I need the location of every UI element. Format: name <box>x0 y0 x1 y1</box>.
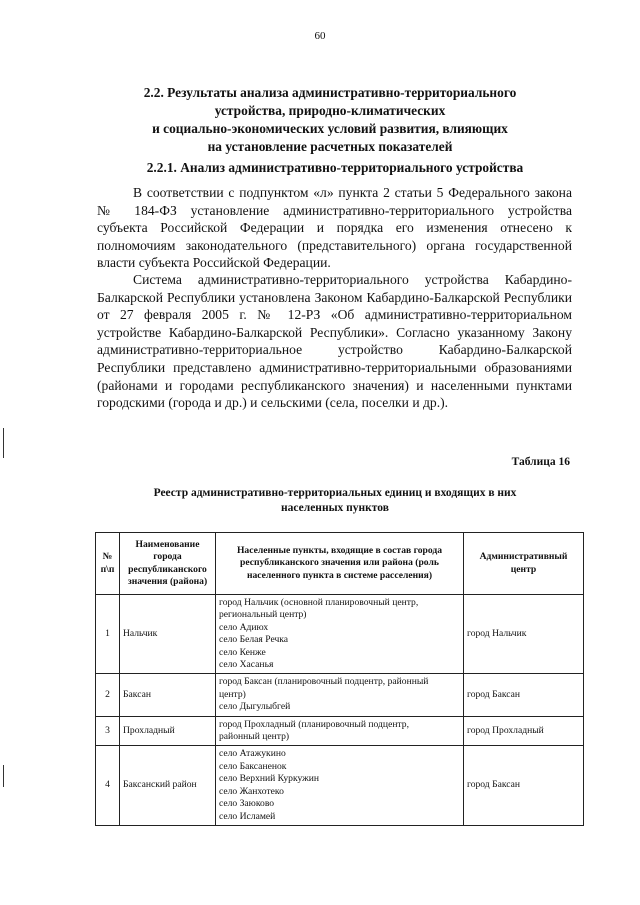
margin-mark <box>3 765 4 787</box>
table-row <box>96 746 584 825</box>
cell-name: Нальчик <box>120 595 216 674</box>
section-title-line: и социально-экономических условий развития, влияющих <box>152 121 508 136</box>
settlement-line: село Баксаненок <box>219 760 287 772</box>
cell-center: город Баксан <box>464 746 584 825</box>
table-label: Таблица 16 <box>511 456 570 468</box>
paragraph-system-description: Система административно-территориального устройства Кабардино-Балкарской Республики установлена Законом Кабардино-Балкарской Республики от 27 февраля 2005 г. № 12-РЗ «Об административно-территориальном устройстве Кабардино-Балкарской Республики». Согласно указанному Закону административно-территориальное устройство Кабардино-Балкарской Республики представлено административно-территориальными образованиями (районами и городами республиканского значения) и населенными пунктами городскими (города и др.) и сельскими (села, поселки и др.). <box>97 272 572 411</box>
cell-settlements <box>216 716 464 746</box>
table-row <box>96 595 584 674</box>
settlement-line: село Адиюх <box>219 621 269 633</box>
settlement-line: село Хасанья <box>219 659 274 671</box>
settlement-line: село Белая Речка <box>219 634 289 646</box>
cell-name: Баксанский район <box>120 746 216 825</box>
cell-num: 4 <box>96 746 120 825</box>
settlement-line: село Кенже <box>219 646 266 658</box>
cell-center: город Баксан <box>464 674 584 716</box>
table-row <box>96 674 584 716</box>
cell-center: город Прохладный <box>464 716 584 746</box>
header-center: Административный центр <box>464 533 584 595</box>
settlement-line: город Нальчик (основной планировочный центр, <box>219 597 419 608</box>
cell-center: город Нальчик <box>464 595 584 674</box>
settlement-line: село Исламей <box>219 810 276 822</box>
table-row <box>96 716 584 746</box>
settlement-line: центр) <box>219 688 246 700</box>
cell-settlements <box>216 746 464 825</box>
section-title-line: 2.2. Результаты анализа административно-территориального <box>143 85 517 100</box>
header-name: Наименование города республиканского значения (района) <box>120 533 216 595</box>
cell-num: 3 <box>96 716 120 746</box>
registry-table <box>95 532 584 826</box>
cell-name: Баксан <box>120 674 216 716</box>
cell-num: 1 <box>96 595 120 674</box>
table-title-line: Реестр административно-территориальных единиц и входящих в них <box>153 487 517 499</box>
table-title <box>100 486 570 516</box>
settlement-line: город Прохладный (планировочный подцентр, <box>219 718 409 730</box>
settlement-line: село Атажукино <box>219 748 286 760</box>
settlement-line: районный центр) <box>219 731 290 743</box>
header-settlements: Населенные пункты, входящие в состав города республиканского значения или района (роль населенного пункта в системе расселения) <box>216 533 464 595</box>
margin-mark <box>3 428 4 458</box>
settlement-line: село Верхний Куркужин <box>219 773 320 785</box>
header-num: № п\п <box>96 533 120 595</box>
settlement-line: региональный центр) <box>219 609 307 621</box>
settlement-line: село Дыгулыбгей <box>219 701 291 713</box>
cell-settlements <box>216 595 464 674</box>
page-number: 60 <box>314 30 326 42</box>
settlement-line: город Баксан (планировочный подцентр, районный <box>219 676 429 688</box>
section-title <box>100 84 560 156</box>
settlement-line: село Заюково <box>219 798 275 810</box>
table-title-line: населенных пунктов <box>281 502 389 514</box>
table-body <box>96 595 584 826</box>
subsection-title: 2.2.1. Анализ административно-территориального устройства <box>146 160 524 175</box>
cell-name: Прохладный <box>120 716 216 746</box>
settlement-line: село Жанхотеко <box>219 785 284 797</box>
cell-settlements <box>216 674 464 716</box>
cell-num: 2 <box>96 674 120 716</box>
section-title-line: на установление расчетных показателей <box>207 139 453 154</box>
table-header-row <box>96 533 584 595</box>
section-title-line: устройства, природно-климатических <box>214 103 446 118</box>
paragraph-legal-basis: В соответствии с подпунктом «л» пункта 2 статьи 5 Федерального закона № 184-ФЗ установление административно-территориального устройства субъекта Российской Федерации и порядка его изменения отнесено к полномочиям законодательного (представительного) органа государственной власти субъекта Российской Федерации. <box>97 185 572 271</box>
